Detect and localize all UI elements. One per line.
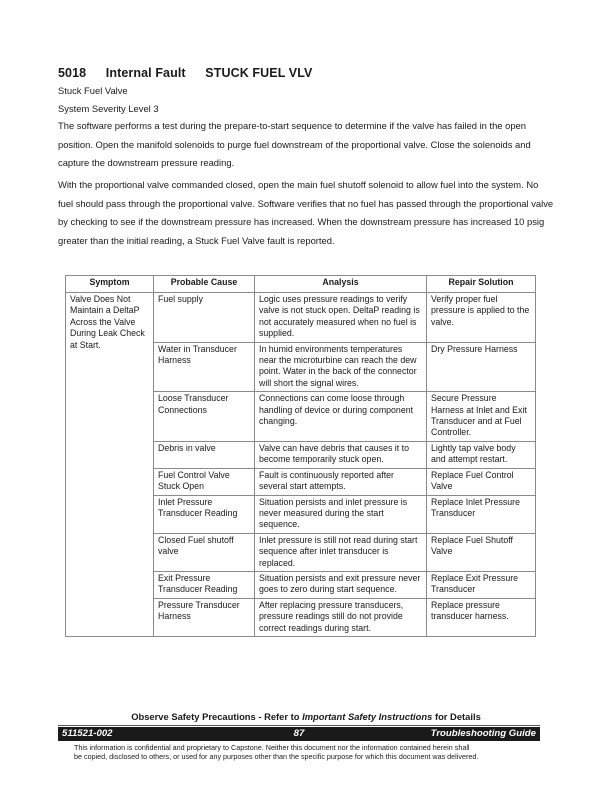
cause-cell: Debris in valve [154,441,255,468]
confidentiality-line: be copied, disclosed to others, or used for any purposes other than the specific purpose for which this document was delivered. [74,752,479,761]
description-paragraph-2: With the proportional valve commanded closed, open the main fuel shutoff solenoid to allow fuel into the system. No fuel should pass through the proportional valve. Software verifies that no fuel has passed through the proportional valve by checking to see if the downstream pressure has increased. When the downstream pressure has increased 10 psig greater than the initial reading, a Stuck Fuel Valve fault is reported. [58,179,554,246]
guide-title: Troubleshooting Guide [430,728,536,739]
cause-cell: Fuel Control Valve Stuck Open [154,468,255,495]
header-analysis: Analysis [255,276,427,293]
solution-cell: Dry Pressure Harness [427,342,536,392]
solution-cell: Replace Fuel Shutoff Valve [427,533,536,571]
safety-emphasis: Important Safety Instructions [302,711,433,722]
analysis-cell: In humid environments temperatures near the microturbine can reach the dew point. Water in the back of the connector will short the signal wires. [255,342,427,392]
page-number: 87 [293,728,305,739]
severity-level: System Severity Level 3 [58,103,159,114]
fault-type: Internal Fault [105,66,186,80]
solution-cell: Replace Exit Pressure Transducer [427,571,536,598]
fault-subtitle: Stuck Fuel Valve [58,85,128,96]
confidentiality-notice [74,743,544,761]
cause-cell: Water in Transducer Harness [154,342,255,392]
footer-bar [58,727,540,741]
fault-heading [58,66,312,80]
cause-cell: Inlet Pressure Transducer Reading [154,495,255,533]
analysis-cell: Fault is continuously reported after several start attempts. [255,468,427,495]
solution-cell: Secure Pressure Harness at Inlet and Exit Transducer and at Fuel Controller. [427,392,536,442]
analysis-cell: Situation persists and inlet pressure is never measured during the start sequence. [255,495,427,533]
cause-cell: Pressure Transducer Harness [154,598,255,636]
description-paragraph-1: The software performs a test during the prepare-to-start sequence to determine if the valve has failed in the open position. Open the manifold solenoids to purge fuel downstream of the proportional valve. Close the solenoids and capture the downstream pressure reading. [58,120,531,168]
header-repair-solution: Repair Solution [427,276,536,293]
analysis-cell: Connections can come loose through handling of device or during component changing. [255,392,427,442]
fault-code: 5018 [58,66,87,80]
troubleshooting-table [65,275,536,637]
cause-cell: Closed Fuel shutoff valve [154,533,255,571]
header-symptom: Symptom [66,276,154,293]
analysis-cell: Logic uses pressure readings to verify valve is not stuck open. DeltaP reading is not accurately measured when no fuel is supplied. [255,293,427,343]
analysis-cell: Valve can have debris that causes it to become temporarily stuck open. [255,441,427,468]
cause-cell: Exit Pressure Transducer Reading [154,571,255,598]
table-row [66,293,536,343]
confidentiality-line: This information is confidential and proprietary to Capstone. Neither this document nor the information contained herein shall [74,743,470,752]
cause-cell: Loose Transducer Connections [154,392,255,442]
table-header-row [66,276,536,293]
document-number: 511521-002 [62,728,113,739]
footer-divider [58,725,540,726]
safety-prefix: Observe Safety Precautions - Refer to [131,711,303,722]
header-probable-cause: Probable Cause [154,276,255,293]
solution-cell: Replace Fuel Control Valve [427,468,536,495]
solution-cell: Lightly tap valve body and attempt restart. [427,441,536,468]
cause-cell: Fuel supply [154,293,255,343]
safety-notice [0,711,612,722]
symptom-cell: Valve Does Not Maintain a DeltaP Across the Valve During Leak Check at Start. [66,293,154,637]
fault-name: STUCK FUEL VLV [205,66,313,80]
analysis-cell: After replacing pressure transducers, pressure readings still do not provide correct readings during start. [255,598,427,636]
analysis-cell: Inlet pressure is still not read during start sequence after inlet transducer is replaced. [255,533,427,571]
analysis-cell: Situation persists and exit pressure never goes to zero during start sequence. [255,571,427,598]
solution-cell: Replace Inlet Pressure Transducer [427,495,536,533]
solution-cell: Replace pressure transducer harness. [427,598,536,636]
safety-suffix: for Details [432,711,481,722]
solution-cell: Verify proper fuel pressure is applied to the valve. [427,293,536,343]
